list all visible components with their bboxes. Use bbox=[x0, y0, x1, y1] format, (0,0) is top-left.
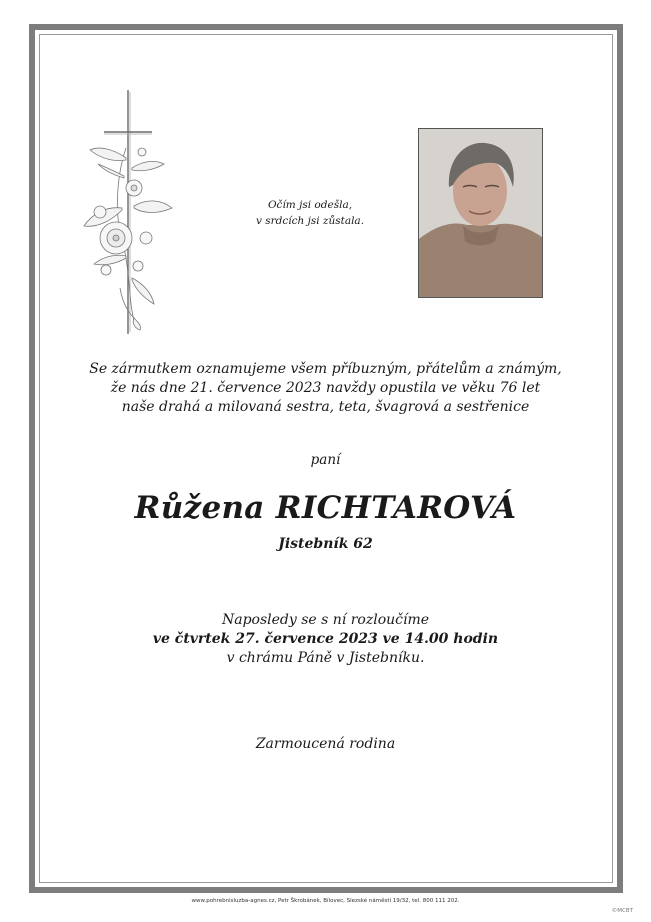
announcement-line-2: že nás dne 21. července 2023 navždy opustila ve věku 76 let bbox=[110, 380, 541, 396]
funeral-date-time: ve čtvrtek 27. července 2023 ve 14.00 hodin bbox=[152, 631, 499, 647]
deceased-address: Jistebník 62 bbox=[278, 536, 373, 552]
honorific: paní bbox=[310, 452, 341, 468]
death-announcement bbox=[60, 360, 591, 417]
copyright-mark: ©MCBT bbox=[611, 908, 633, 914]
portrait-photo-image bbox=[419, 129, 542, 297]
funeral-place: v chrámu Páně v Jistebníku. bbox=[226, 650, 425, 666]
cross-flower-ornament bbox=[76, 88, 176, 338]
memorial-quote bbox=[200, 197, 420, 229]
deceased-name: Růžena RICHTAROVÁ bbox=[134, 490, 517, 526]
family-signature: Zarmoucená rodina bbox=[255, 736, 396, 752]
funeral-details bbox=[60, 611, 591, 668]
announcement-line-3: naše drahá a milovaná sestra, teta, švagrová a sestřenice bbox=[121, 399, 530, 415]
portrait-photo bbox=[418, 128, 543, 298]
funeral-line-1: Naposledy se s ní rozloučíme bbox=[221, 612, 430, 628]
quote-line-2: v srdcích jsi zůstala. bbox=[255, 215, 365, 227]
announcement-line-1: Se zármutkem oznamujeme všem příbuzným, přátelům a známým, bbox=[89, 361, 562, 377]
funeral-service-footer: www.pohrebnisluzba-agnes.cz, Petr Škrobánek, Bílovec, Slezské náměstí 19/32, tel. 800 111 202. bbox=[191, 898, 460, 904]
quote-line-1: Očím jsi odešla, bbox=[267, 199, 353, 211]
